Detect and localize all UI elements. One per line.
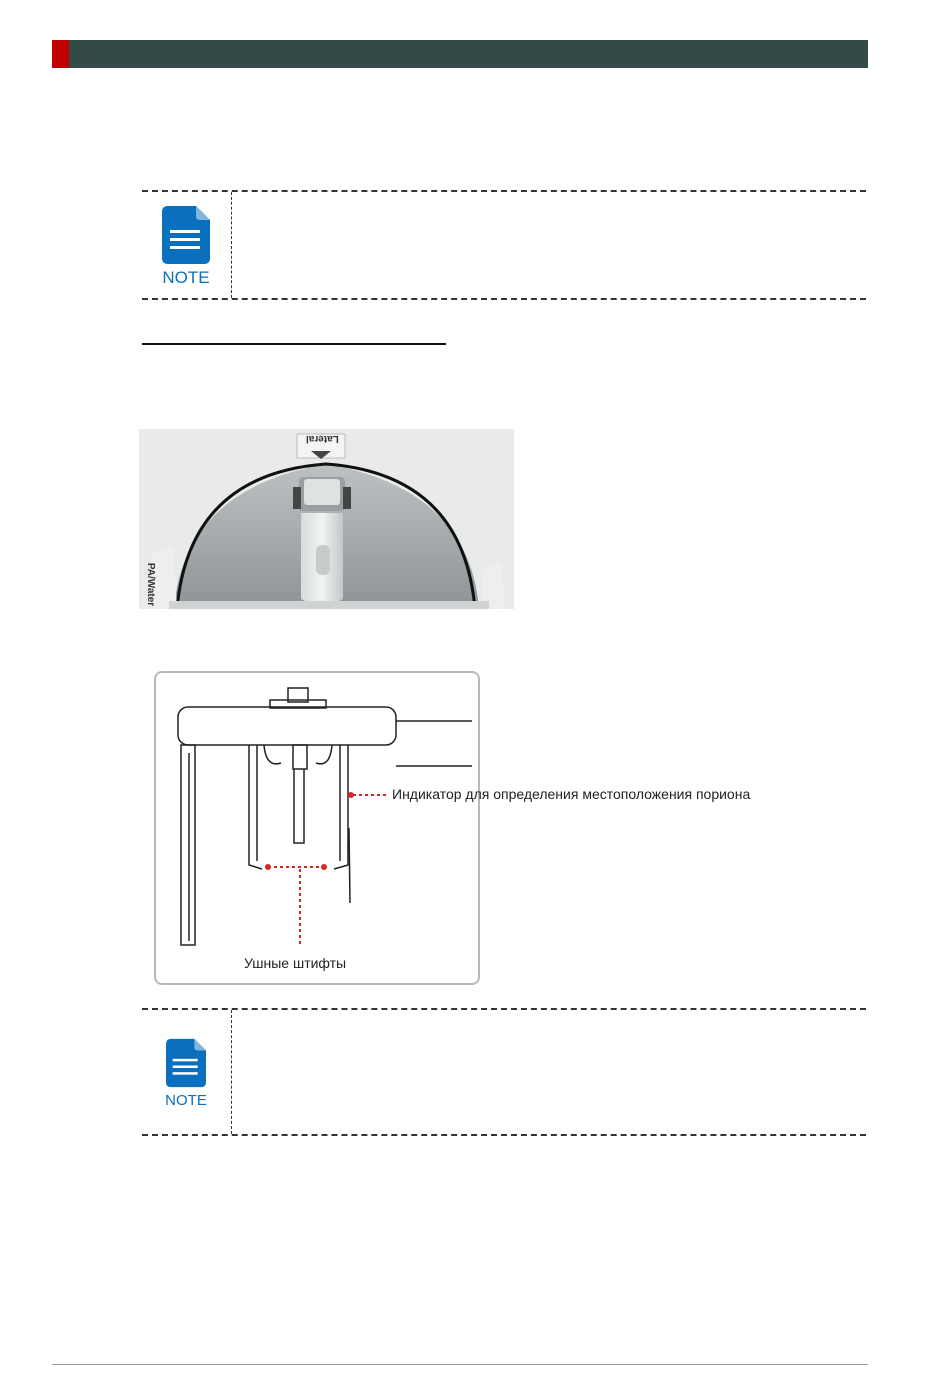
note-divider [231, 1010, 232, 1134]
ear-rods-callout [265, 864, 327, 945]
porion-indicator-label: Индикатор для определения местоположения пориона [392, 786, 751, 802]
device-photo-illustration [139, 429, 514, 609]
device-photo [139, 429, 514, 609]
page-header-bar [52, 40, 868, 68]
photo-tag-lateral: Lateral [306, 433, 339, 444]
note-box-2 [142, 1008, 866, 1136]
section-heading-underline [142, 343, 446, 345]
cephalostat-diagram [154, 671, 480, 985]
note-box-1 [142, 190, 866, 300]
note-document-icon [162, 206, 210, 264]
note-divider [231, 192, 232, 298]
ear-rods-label: Ушные штифты [244, 955, 347, 971]
porion-indicator-callout [348, 792, 388, 798]
photo-tag-pa-water: PA/Water [145, 562, 157, 607]
note-document-icon [166, 1038, 206, 1088]
note-label: NOTE [162, 268, 210, 287]
header-accent [52, 40, 69, 68]
note-label: NOTE [165, 1092, 207, 1109]
cephalostat-drawing [156, 673, 478, 983]
footer-rule [52, 1364, 868, 1365]
